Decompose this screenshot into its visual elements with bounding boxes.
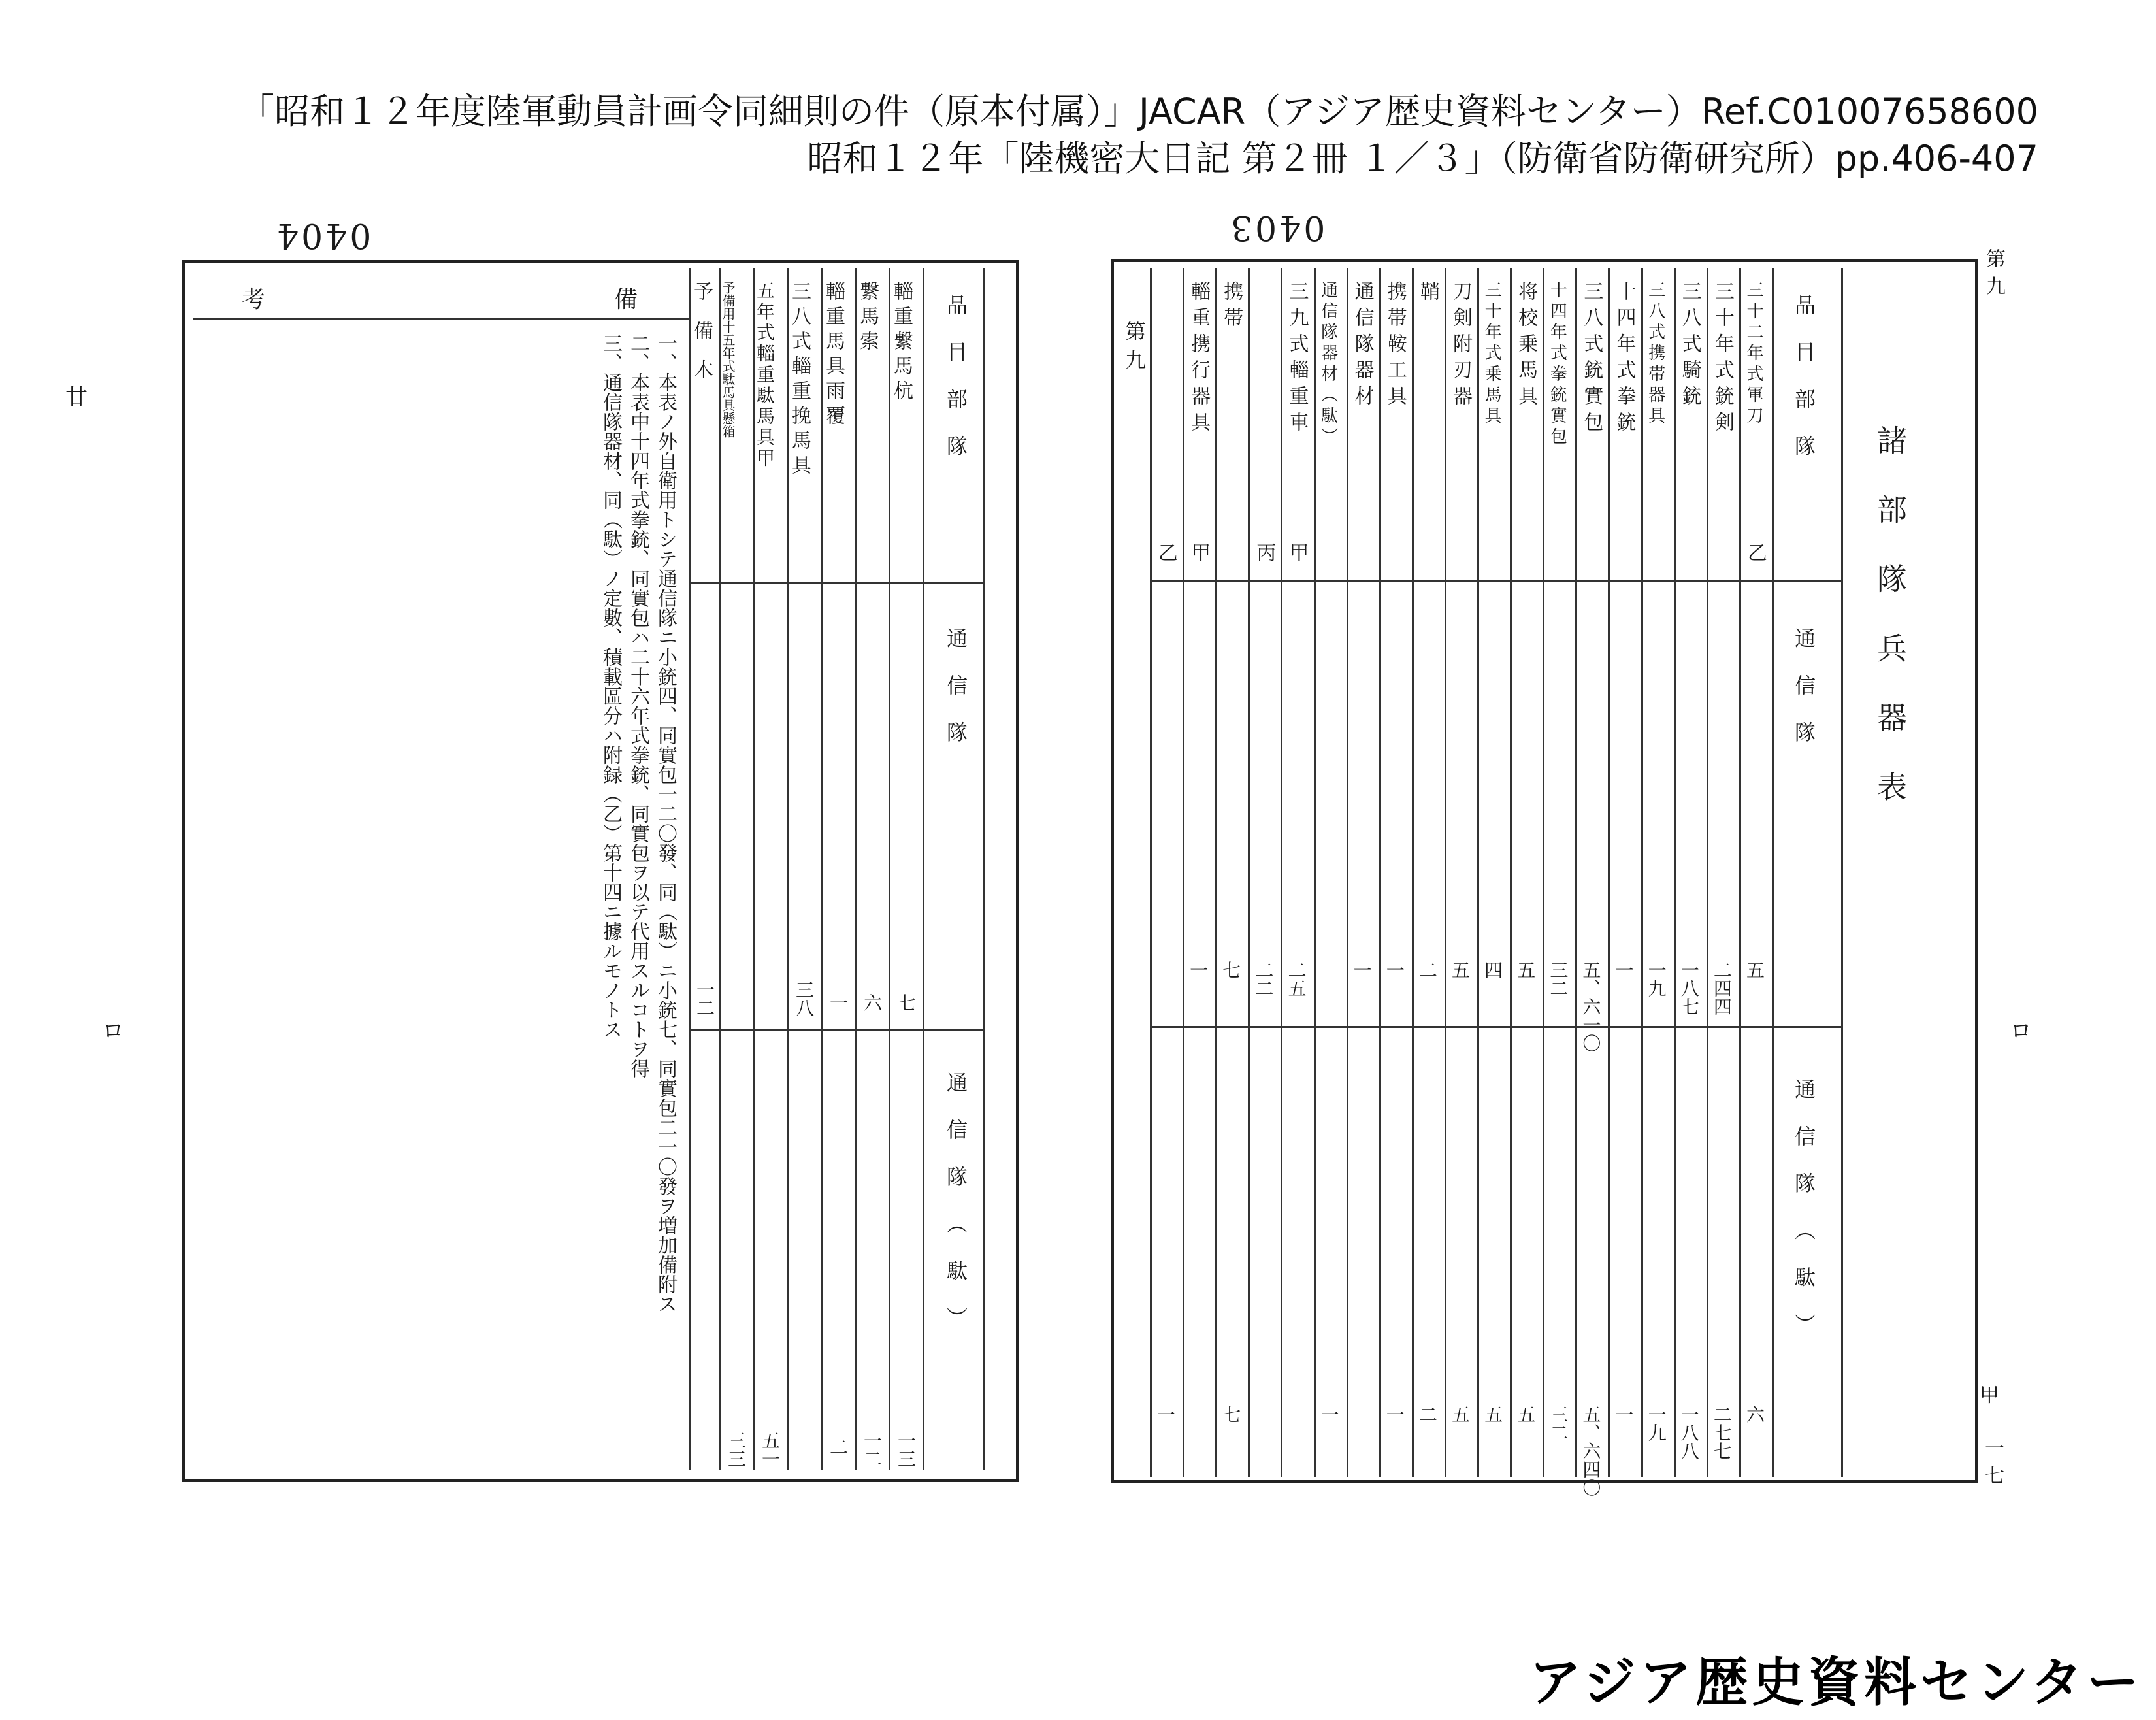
right-value-r1: 五	[1514, 961, 1537, 979]
table-title: 諸部隊兵器表	[1872, 425, 1908, 840]
left-item-name: 繋馬索	[856, 281, 879, 356]
left-item-name: 五年式輜重駄馬具甲	[754, 281, 776, 469]
left-row-header-1: 通信隊	[943, 627, 968, 769]
right-value-r1: 三二	[1547, 961, 1569, 997]
right-col-rule	[1477, 268, 1479, 1477]
page-footer-mark: 甲	[1980, 1384, 1999, 1407]
left-value-r1: 六	[861, 993, 883, 1012]
right-item-name: 十四年式拳銃	[1612, 281, 1636, 438]
right-value-r1: 二二	[1252, 961, 1275, 997]
remark-1: 一、本表ノ外自衛用トシテ通信隊ニ小銃四、同實包一二〇發、同（駄）ニ小銃七、同實包二一〇發ヲ増加備附ス	[654, 333, 677, 1314]
left-value-r1: 三八	[793, 980, 815, 1017]
right-value-r2: 五、六四〇	[1580, 1405, 1602, 1497]
right-value-r2: 五	[1514, 1405, 1537, 1423]
remark-3: 三、通信隊器材、同（駄）ノ定數、積載區分ハ附録（乙）第十四ニ據ルモノトス	[599, 333, 622, 1039]
archive-logo: アジア歴史資料センター	[1529, 1652, 2143, 1713]
right-side-label: 第九	[1122, 320, 1147, 378]
right-col-rule	[1510, 268, 1512, 1477]
left-value-r2: 一二	[861, 1431, 883, 1468]
right-value-r1: 一	[1612, 961, 1635, 979]
right-item-name: 刀剣附刃器	[1449, 281, 1472, 412]
left-table-edge	[689, 268, 691, 1470]
left-col-rule	[889, 268, 890, 1470]
right-col-rule	[1608, 268, 1610, 1477]
right-row-rule-1	[1150, 580, 1841, 582]
document-citation-line-2: 昭和１２年「陸機密大日記 第２冊 １／３」（防衛省防衛研究所）pp.406-407	[807, 138, 2038, 179]
right-value-r1: 二四四	[1710, 961, 1733, 1016]
right-col-rule	[1543, 268, 1544, 1477]
right-item-sub: 丙	[1252, 542, 1276, 570]
left-row-rule-2	[689, 1029, 983, 1031]
right-item-sub: 甲	[1187, 542, 1211, 570]
left-item-name: 予備木	[690, 281, 713, 399]
right-item-name: 三八式銃實包	[1580, 281, 1603, 438]
left-col-rule	[923, 268, 924, 1470]
right-col-rule	[1215, 268, 1217, 1477]
right-item-sub: 甲	[1285, 542, 1309, 570]
right-item-name: 三八式騎銃	[1678, 281, 1701, 412]
right-item-name: 通信隊器材	[1350, 281, 1374, 412]
remarks-header-rule	[193, 318, 690, 320]
left-col-rule	[983, 268, 985, 1470]
left-value-r1: 一	[827, 993, 849, 1012]
right-col-rule	[1183, 268, 1184, 1477]
right-value-r1: 一	[1383, 961, 1405, 979]
right-value-r1: 一	[1350, 961, 1373, 979]
left-column-header: 品目部隊	[943, 294, 968, 482]
page-footer-number: 一七	[1981, 1438, 2004, 1493]
right-item-name: 将校乗馬具	[1514, 281, 1538, 412]
left-item-name: 予備用十五年式駄馬具懸箱	[720, 281, 736, 438]
right-col-rule	[1347, 268, 1348, 1477]
right-item-name: 輜重携行器具	[1187, 281, 1211, 438]
right-col-rule	[1379, 268, 1381, 1477]
right-value-r2: 一八八	[1678, 1405, 1700, 1460]
right-value-r2: 五	[1449, 1405, 1471, 1423]
right-column-header: 品目部隊	[1791, 294, 1816, 482]
right-value-r2: 二	[1416, 1405, 1438, 1423]
right-item-name: 三八式携帯器具	[1645, 281, 1665, 427]
right-value-r1: 一八七	[1678, 961, 1700, 1016]
left-value-r2: 五一	[759, 1431, 781, 1468]
right-value-r2: 二七七	[1710, 1405, 1733, 1460]
remark-2: 二、本表中十四年式拳銃、同實包ハ二十六年式拳銃、同實包ヲ以テ代用スルコトヲ得	[627, 333, 649, 1078]
right-item-name: 三十年式銃剣	[1710, 281, 1734, 438]
right-col-rule	[1739, 268, 1741, 1477]
right-col-rule	[1412, 268, 1414, 1477]
left-row-rule-1	[689, 582, 983, 584]
right-value-r2: 一九	[1645, 1405, 1667, 1442]
right-col-rule	[1445, 268, 1446, 1477]
right-value-r2: 一	[1612, 1405, 1635, 1423]
right-item-name: 三十年式乗馬具	[1482, 281, 1502, 427]
right-value-r2: 一	[1383, 1405, 1405, 1423]
document-citation-line-1: 「昭和１２年度陸軍動員計画令同細則の件（原本付属）」JACAR（アジア歴史資料センター）Ref.C01007658600	[238, 91, 2038, 132]
right-value-r2: 三二	[1547, 1405, 1569, 1442]
right-value-r2: 七	[1220, 1405, 1242, 1423]
right-value-r1: 四	[1482, 961, 1504, 979]
right-value-r1: 五	[1743, 961, 1765, 979]
remarks-label-1: 備	[614, 286, 638, 313]
left-value-r2: 一三	[895, 1431, 917, 1468]
page-number-left: 0404	[274, 216, 372, 255]
right-item-name: 通信隊器材（駄）	[1318, 281, 1338, 448]
left-value-r1: 一二	[694, 980, 715, 1017]
right-row-header-2: 通信隊（駄）	[1791, 1078, 1816, 1361]
right-value-r2: 一	[1154, 1405, 1177, 1423]
right-item-name: 三十二年式軍刀	[1743, 281, 1763, 427]
left-item-name: 三八式輜重挽馬具	[788, 281, 811, 480]
right-value-r2: 一	[1318, 1405, 1340, 1423]
right-value-r2: 五	[1482, 1405, 1504, 1423]
right-col-rule	[1248, 268, 1250, 1477]
right-item-name: 携帯鞍工具	[1383, 281, 1407, 412]
margin-mark: ロ	[2010, 1018, 2032, 1044]
right-item-name: 携帯	[1220, 281, 1243, 333]
right-item-name: 三九式輜重車	[1285, 281, 1309, 438]
right-col-rule	[1641, 268, 1643, 1477]
right-row-rule-2	[1150, 1026, 1841, 1028]
left-item-name: 輜重繋馬杭	[890, 281, 913, 405]
right-value-r2: 六	[1743, 1405, 1765, 1423]
left-item-name: 輜重馬具雨覆	[822, 281, 845, 430]
left-value-r1: 七	[895, 993, 917, 1012]
chapter-label: 第九	[1982, 248, 2005, 303]
right-row-header-1: 通信隊	[1791, 627, 1816, 769]
right-col-rule	[1772, 268, 1774, 1477]
right-title-rule	[1841, 268, 1843, 1477]
right-value-r1: 五	[1449, 961, 1471, 979]
right-col-rule	[1575, 268, 1577, 1477]
left-col-rule	[719, 268, 721, 1470]
right-value-r1: 五、六一〇	[1580, 961, 1602, 1052]
right-value-r1: 二五	[1285, 961, 1307, 997]
right-value-r1: 一九	[1645, 961, 1667, 997]
right-value-r1: 二	[1416, 961, 1438, 979]
left-value-r2: 三三	[725, 1431, 747, 1468]
left-value-r2: 二	[827, 1438, 849, 1456]
right-item-sub: 乙	[1154, 542, 1178, 570]
right-col-rule	[1707, 268, 1708, 1477]
right-item-sub: 乙	[1743, 542, 1767, 570]
margin-mark: 廿	[65, 384, 88, 410]
right-col-rule	[1314, 268, 1316, 1477]
right-item-name: 鞘	[1416, 281, 1439, 307]
right-value-r1: 七	[1220, 961, 1242, 979]
left-col-rule	[821, 268, 823, 1470]
right-col-rule	[1674, 268, 1676, 1477]
left-col-rule	[855, 268, 857, 1470]
remarks-label-2: 考	[242, 286, 266, 313]
page-number-right: 0403	[1228, 208, 1326, 247]
right-col-rule	[1281, 268, 1282, 1477]
right-col-rule	[1150, 268, 1152, 1477]
right-value-r1: 一	[1187, 961, 1209, 979]
left-row-header-2: 通信隊（駄）	[943, 1072, 968, 1354]
right-item-name: 十四年式拳銃實包	[1547, 281, 1567, 448]
margin-mark: ロ	[102, 1018, 124, 1044]
